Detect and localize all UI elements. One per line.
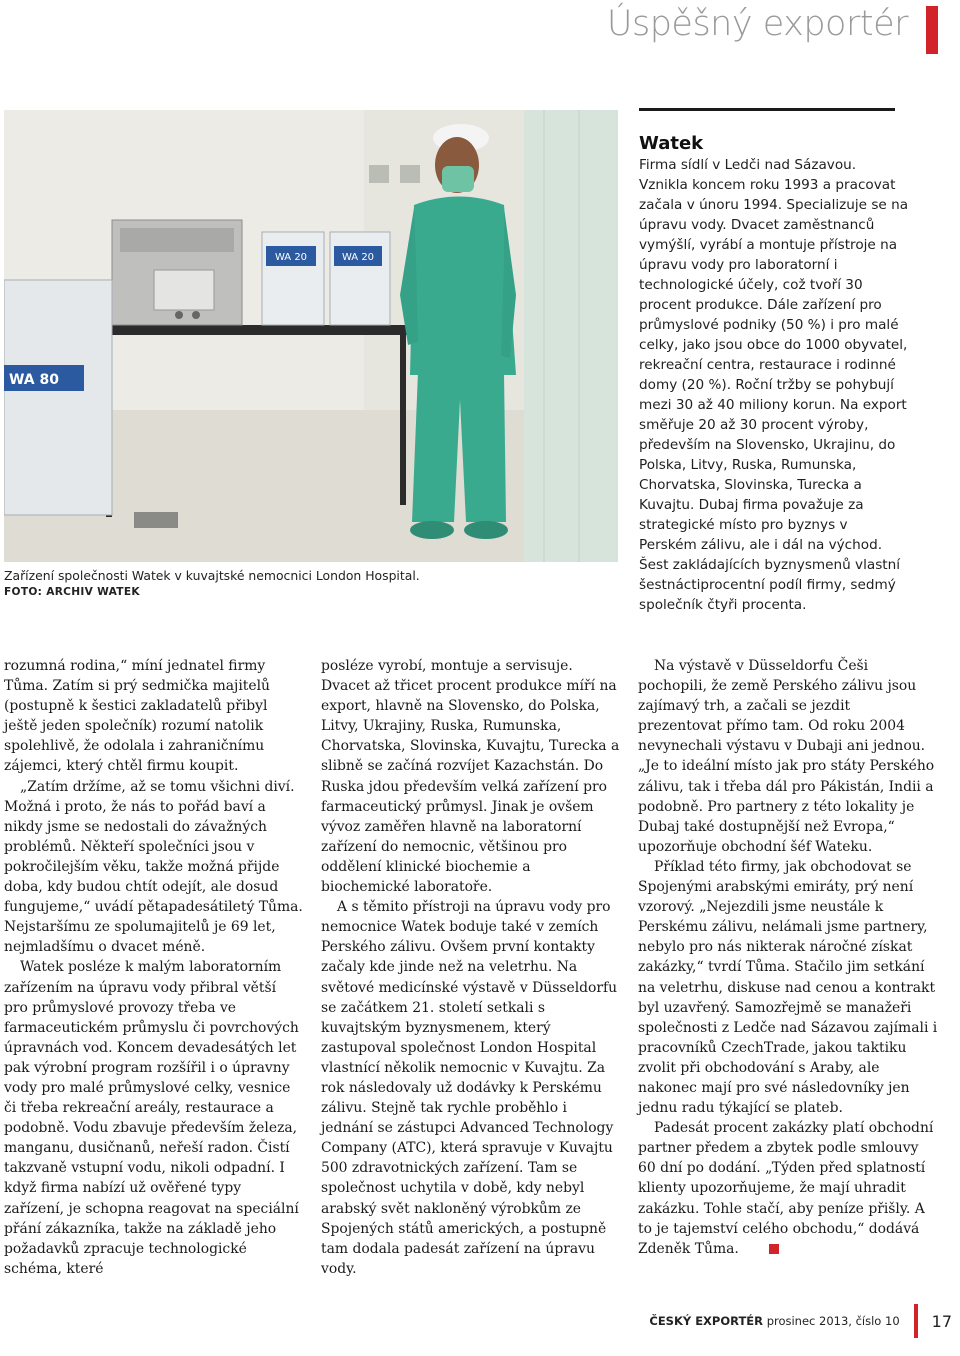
publication-name: ČESKÝ EXPORTÉR (649, 1314, 764, 1328)
section-title: Úspěšný exportér (606, 4, 908, 44)
company-profile-sidebar (639, 108, 919, 615)
paragraph: Příklad této firmy, jak obchodovat se Spojenými arabskými emiráty, prý není vzorový. „Nejezdili jsme neustále k Perskému zálivu, nelámali jsme partnery, nebylo pro nás nikterak náročné získat zakázky,“ tvrdí Tůma. Stačilo jim setkání na veletrhu, diskuse nad cenou a kontrakt byl uzavřený. Samozřejmě se manažeři společnosti z Ledče nad Sázavou zajímali i pracovníků CzechTrade, jakou taktiku zvolit při obchodování s Araby, ale nakonec mají pro své následovníky jen jednu radu týkající se plateb. (638, 858, 938, 1117)
photo-credit: FOTO: ARCHIV WATEK (4, 586, 140, 598)
paragraph: A s těmito přístroji na úpravu vody pro nemocnice Watek boduje také v zemích Perského zálivu. Ovšem první kontakty začaly kde jinde než na veletrhu. Na světové medicínské výstavě v Düsseldorfu se začátkem 21. století setkali s kuvajtským byznysmenem, který zastupoval společnost London Hospital vlastnící několik nemocnic v Kuvajtu. Za rok následovaly už dodávky k Perskému zálivu. Stejně tak rychle proběhlo i jednání se zástupci Advanced Technology Company (ATC), která spravuje v Kuvajtu 500 zdravotnických zařízení. Tam se společnost uchytila v době, kdy nebyl arabský svět nakloněný výrobkům ze Spojených států amerických, a postupně tam dodala padesát zařízení na úpravu vody. (321, 899, 618, 1277)
paragraph (638, 1118, 938, 1259)
article-column-3 (638, 656, 938, 1259)
footer-accent-bar (914, 1304, 918, 1338)
photo-caption (4, 568, 618, 600)
page-footer (649, 1304, 952, 1338)
paragraph: Na výstavě v Düsseldorfu Češi pochopili, že země Perského zálivu jsou zajímavý trh, a začali se jezdit prezentovat přímo tam. Od roku 2004 nevynechali výstavu v Dubaji ani jednou. „Je to ideální místo jak pro státy Perského zálivu, tak i třeba dál pro Pákistán, Indii a podobně. Pro partnery z této lokality je Dubaj také dostupnější než Evropa,“ upozorňuje obchodní šéf Wateku. (638, 658, 935, 855)
caption-text: Zařízení společnosti Watek v kuvajtské nemocnici London Hospital. (4, 568, 420, 583)
paragraph: Watek posléze k malým laboratorním zařízením na úpravu vody přibral větší pro průmyslové provozy třeba ve farmaceutickém průmyslu či povrchových úpravnách vod. Koncem devadesátých let pak výrobní program rozšířil i o úpravny vody pro malé průmyslové celky, vesnice či třeba rekreační areály, restaurace a podobně. Vodu zbavuje především železa, manganu, dusičnanů, neřeší radon. Čistí takzvaně vstupní vodu, nikoli odpadní. I když firma nabízí už ověřené typy zařízení, je schopna reagovat na speciální přání zákazníka, takže na základě jeho požadavků zpracuje technologické schéma, které (4, 959, 299, 1277)
device-label: WA 20 (274, 252, 308, 263)
paragraph-text: Padesát procent zakázky platí obchodní partner předem a zbytek podle smlouvy 60 dní po dodání. „Týden před splatností klienty upozorňujeme, že mají uhradit zakázku. Tohle stačí, aby peníze přišly. A to je tajemství celého obchodu,“ dodává Zdeněk Tůma. (638, 1120, 934, 1257)
page-number: 17 (931, 1311, 952, 1331)
sidebar-title: Watek (639, 133, 704, 154)
paragraph: „Zatím držíme, až se tomu všichni diví. Možná i proto, že nás to pořád baví a nikdy jsme se nedostali do závažných problémů. Někteří společníci jsou v pokročilejším věku, takže možná přijde doba, kdy budou chtít odejít, ale dosud fungujeme,“ uvádí pětapadesátiletý Tůma. Nejstaršímu ze spolumajitelů je 69 let, nejmladšímu o dvacet méně. (4, 778, 303, 956)
article-end-mark (769, 1244, 779, 1254)
issue-date: prosinec 2013, číslo 10 (766, 1314, 900, 1328)
sidebar-text: Firma sídlí v Ledči nad Sázavou. Vznikla koncem roku 1993 a pracovat začala v únoru 1994. Specializuje se na úpravu vody. Dvacet zaměstnanců vymýšlí, vyrábí a montuje přístroje na úpravu vody pro laboratorní i technologické účely, což tvoří 30 procent produkce. Dále zařízení pro průmyslové podniky (50 %) i pro malé celky, jako jsou obce do 1000 obyvatel, rekreační centra, restaurace i rodinné domy (20 %). Roční tržby se pohybují mezi 30 až 40 miliony korun. Na export směřuje 20 až 30 procent výroby, především na Slovensko, Ukrajinu, do Polska, Litvy, Ruska, Rumunska, Chorvatska, Slovinska, Turecka a Kuvajtu. Dubaj firma považuje za strategické místo pro byznys v Perském zálivu, ale i dál na východ. Šest zakládajících byznysmenů vlastní šestnáctiprocentní podíl firmy, sedmý společník čtyři procenta. (639, 157, 909, 613)
article-column-2 (321, 656, 621, 1279)
article-column-1 (4, 656, 304, 1279)
paragraph: posléze vyrobí, montuje a servisuje. Dvacet až třicet procent produkce míří na export, hlavně na Slovensko, do Polska, Litvy, Ukrajiny, Ruska, Rumunska, Chorvatska, Slovinska, Kuvajtu, Turecka a slibně se začíná rozvíjet Kazachstán. Do Ruska jdou především velká zařízení pro farmaceutický průmysl. Jinak je ovšem vývoz zaměřen hlavně na laboratorní zařízení do nemocnic, většinou pro oddělení klinické biochemie a biochemické laboratoře. (321, 658, 620, 896)
issue-info (649, 1314, 899, 1328)
device-label: WA 80 (8, 372, 60, 388)
article-photo (4, 110, 618, 562)
paragraph: rozumná rodina,“ míní jednatel firmy Tůma. Zatím si prý sedmička majitelů (postupně k šestici zakladatelů přibyl ještě jeden společník) rozumí natolik spolehlivě, že odolala i zahraničnímu zájemci, který chtěl firmu koupit. (4, 658, 270, 775)
section-title-accent-bar (926, 6, 938, 54)
device-label: WA 20 (341, 252, 375, 263)
sidebar-rule (639, 108, 895, 111)
